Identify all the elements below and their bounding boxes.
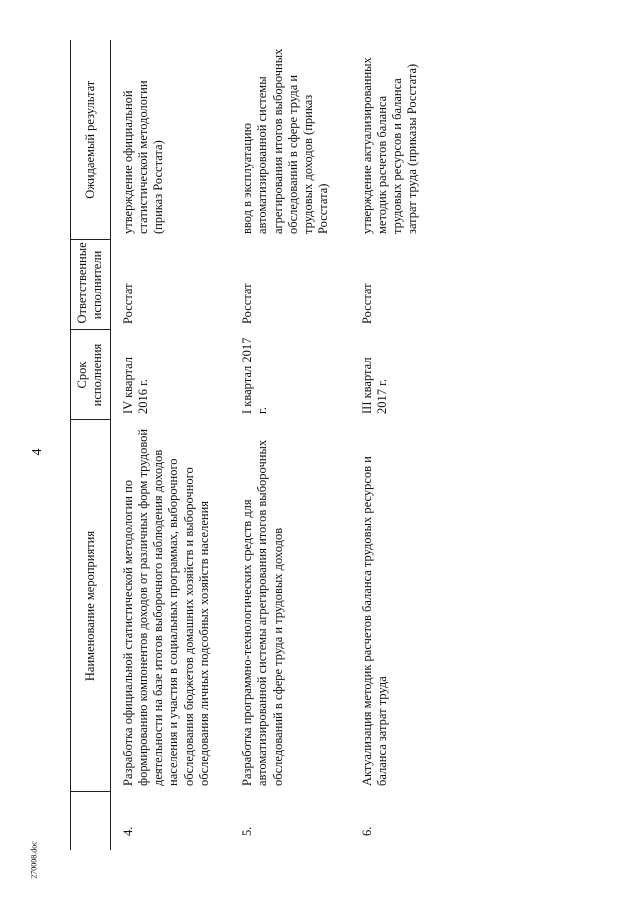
row-deadline: III квартал 2017 г. (359, 357, 389, 414)
row-name: Разработка официальной статистической методологии по формированию компонентов доходов от различных форм трудовой деятельности на базе итогов выборочного наблюдения доходов населения и участия в социальных программах, выборочного обследования бюджетов домашних хозяйств и выборочного обследования личных подсобных хозяйств населения (120, 428, 211, 786)
page-number: 4 (30, 448, 45, 456)
row-responsible: Росстат (120, 283, 135, 324)
row-responsible: Росстат (240, 283, 254, 324)
row-number: 6. (359, 826, 374, 836)
row-result: ввод в эксплуатацию автоматизированной системы агрегирования итогов выборочных обследований в сфере труда и трудовых доходов (приказ Росстата) (240, 48, 331, 234)
header-num (71, 792, 111, 850)
header-responsible: Ответственные исполнители (71, 240, 111, 330)
header-result: Ожидаемый результат (71, 40, 111, 240)
row-result: утверждение официальной статистической методологии (приказ Росстата) (120, 80, 165, 234)
table-row (230, 40, 350, 850)
table-row (350, 40, 439, 850)
header-name: Наименование мероприятия (71, 420, 111, 792)
row-name: Разработка программно-технологических средств для автоматизированной системы агрегирования итогов выборочных обследований в сфере труда и трудовых доходов (240, 439, 285, 786)
row-number: 5. (240, 826, 254, 836)
header-deadline: Срок исполнения (71, 330, 111, 420)
row-deadline: IV квартал 2016 г. (120, 356, 150, 414)
table-header-row (71, 40, 111, 850)
row-deadline: I квартал 2017 г. (240, 337, 270, 414)
row-name: Актуализация методик расчетов баланса трудовых ресурсов и баланса затрат труда (359, 456, 389, 786)
measures-table (70, 40, 630, 850)
row-result: утверждение актуализированных методик расчетов баланса трудовых ресурсов и баланса затрат труда (приказы Росстата) (359, 57, 420, 234)
table-row (110, 40, 230, 850)
footer-filename: 270008.doc (29, 841, 39, 879)
row-responsible: Росстат (359, 283, 374, 324)
row-number: 4. (120, 826, 135, 836)
